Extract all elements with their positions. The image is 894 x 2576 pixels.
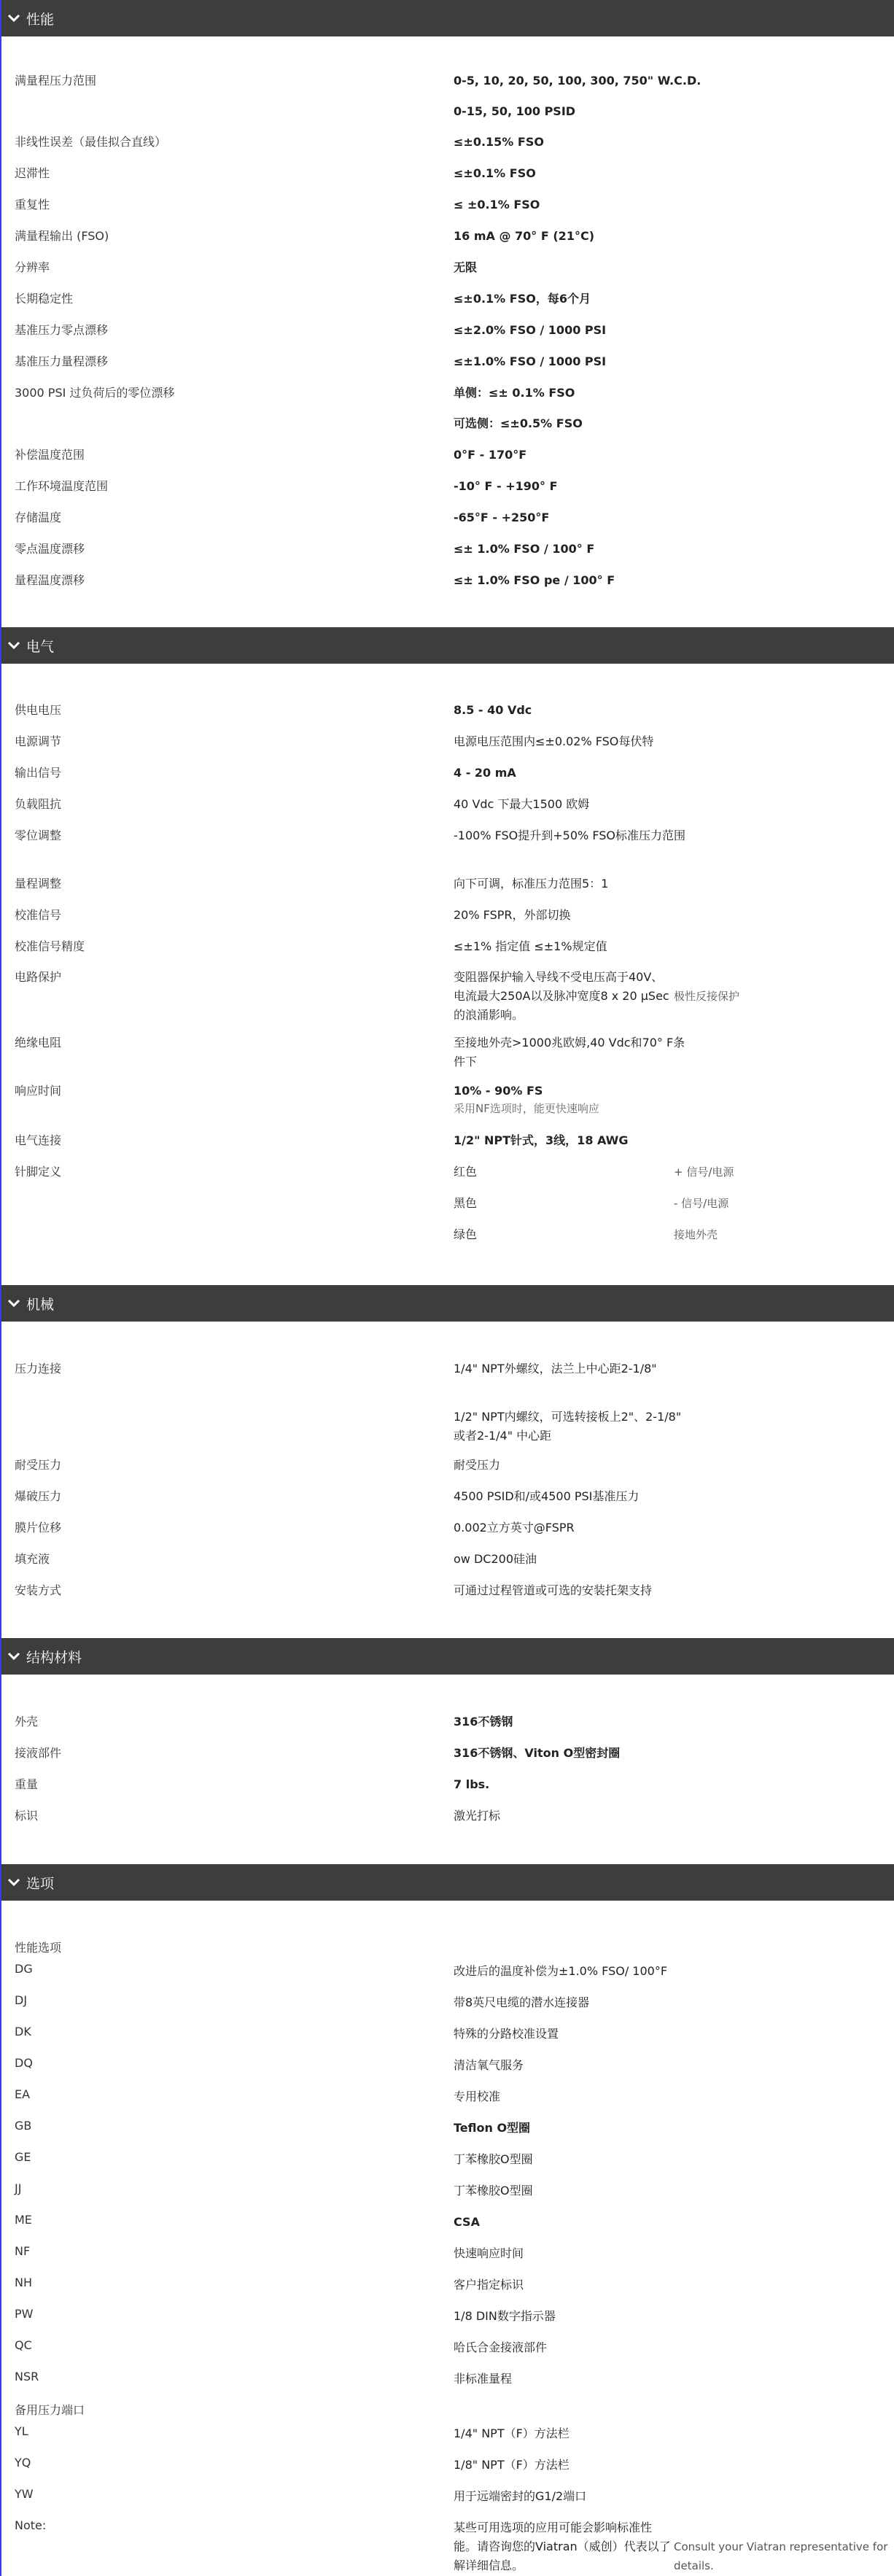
spec-value: 电源电压范围内≤±0.02% FSO每伏特 [454,734,654,748]
spec-label: 零位调整 [15,829,62,842]
spec-value: ≤± 1.0% FSO pe / 100° F [454,573,615,587]
option-desc: 1/4" NPT（F）方法栏 [454,2426,570,2440]
section-title: 机械 [26,1296,55,1313]
wire-function: - 信号/电源 [674,1197,729,1210]
spec-label: 输出信号 [15,766,62,780]
spec-value: 可选侧：≤±0.5% FSO [454,416,583,430]
option-code: ME [15,2213,32,2227]
spec-value: 无限 [454,260,478,274]
wire-function: 接地外壳 [674,1228,718,1241]
spec-label: 非线性误差（最佳拟合直线） [15,135,167,149]
spec-label: 工作环境温度范围 [15,479,109,493]
spec-label: 存储温度 [15,511,62,524]
option-desc: 用于远端密封的G1/2端口 [454,2489,587,2503]
chevron-down-icon [6,1648,22,1664]
option-code: DK [15,2025,31,2038]
section-header-options[interactable] [1,1864,894,1901]
spec-value: 至接地外壳>1000兆欧姆,40 Vdc和70° F条件下 [454,1036,685,1068]
spec-label: 迟滞性 [15,166,50,180]
option-code: NF [15,2244,31,2258]
spec-value: ≤±2.0% FSO / 1000 PSI [454,323,607,337]
spec-label: 量程温度漂移 [15,573,85,587]
spec-value: 20% FSPR，外部切换 [454,908,571,922]
spec-value: 0°F - 170°F [454,448,527,462]
option-desc: 哈氏合金接液部件 [454,2340,548,2354]
spec-value: 0-15, 50, 100 PSID [454,104,576,118]
spec-value: ≤±0.1% FSO，每6个月 [454,292,591,306]
spec-value: 40 Vdc 下最大1500 欧姆 [454,797,590,811]
spec-label: 膜片位移 [15,1521,62,1535]
wire-color: 红色 [454,1165,478,1179]
spec-value: -65°F - +250°F [454,511,550,524]
option-code: GB [15,2119,32,2133]
option-code: YL [15,2424,28,2438]
spec-label: 电气连接 [15,1133,62,1147]
spec-value: 316不锈钢、Viton O型密封圈 [454,1746,621,1760]
section-title: 电气 [26,638,55,655]
spec-label: 零点温度漂移 [15,542,85,556]
spec-value: 4500 PSID和/或4500 PSI基准压力 [454,1489,640,1503]
spec-label: 耐受压力 [15,1458,62,1472]
option-code: NSR [15,2370,39,2383]
note-label: Note: [15,2518,47,2532]
spec-value: 10% - 90% FS [454,1084,543,1098]
option-desc: 带8英尺电缆的潜水连接器 [454,1995,590,2009]
spec-label: 安装方式 [15,1583,62,1597]
spec-value: 向下可调，标准压力范围5：1 [454,877,609,891]
spec-label: 量程调整 [15,877,62,891]
option-code: DQ [15,2056,33,2070]
option-desc: 特殊的分路校准设置 [454,2027,559,2041]
section-title: 选项 [26,1875,55,1892]
wire-function: + 信号/电源 [674,1165,734,1179]
spec-label: 满量程输出 (FSO) [15,229,109,243]
chevron-down-icon [6,1295,22,1311]
option-code: DJ [15,1993,28,2007]
spec-label: 长期稳定性 [15,292,74,306]
spec-value: 1/4" NPT外螺纹，法兰上中心距2-1/8" [454,1362,657,1376]
section-header-mechanical[interactable] [1,1285,894,1322]
spec-label: 接液部件 [15,1746,62,1760]
chevron-down-icon [6,637,22,653]
spec-value: 316不锈钢 [454,1715,513,1729]
option-code: JJ [15,2181,22,2195]
spec-value: ≤±0.15% FSO [454,135,544,149]
spec-value: 可通过过程管道或可选的安装托架支持 [454,1583,653,1597]
option-desc: 客户指定标识 [454,2278,524,2292]
spec-note: 采用NF选项时，能更快速响应 [454,1102,599,1115]
subheading: 备用压力端口 [15,2403,85,2417]
spec-label: 电源调节 [15,734,62,748]
spec-label: 供电电压 [15,703,62,717]
spec-label: 压力连接 [15,1362,62,1376]
chevron-down-icon [6,1874,22,1890]
spec-value: 单侧：≤± 0.1% FSO [454,386,575,400]
spec-value: 7 lbs. [454,1777,490,1791]
option-code: DG [15,1962,33,1976]
option-code: PW [15,2307,34,2321]
spec-label: 3000 PSI 过负荷后的零位漂移 [15,386,175,400]
spec-value: ≤± 1.0% FSO / 100° F [454,542,595,556]
option-desc: CSA [454,2215,480,2229]
spec-label: 基准压力零点漂移 [15,323,109,337]
spec-value: ≤ ±0.1% FSO [454,198,540,212]
section-title: 性能 [26,11,55,28]
wire-color: 黑色 [454,1196,478,1210]
note-value: 某些可用选项的应用可能会影响标准性能。请咨询您的Viatran（威创）代表以了解详细信息。 [454,2521,671,2572]
spec-label: 响应时间 [15,1084,62,1098]
option-code: NH [15,2276,32,2289]
spec-label: 针脚定义 [15,1165,62,1179]
option-desc: 丁苯橡胶O型圈 [454,2152,533,2166]
spec-label: 满量程压力范围 [15,74,97,88]
spec-label: 校准信号精度 [15,939,85,953]
spec-label: 电路保护 [15,970,62,984]
spec-value: 0-5, 10, 20, 50, 100, 300, 750" W.C.D. [454,74,701,88]
spec-value: 8.5 - 40 Vdc [454,703,532,717]
section-header-performance[interactable] [1,0,894,36]
option-desc: Teflon O型圈 [454,2121,531,2135]
wire-color: 绿色 [454,1227,478,1241]
section-header-electrical[interactable] [1,627,894,664]
spec-label: 标识 [15,1809,39,1823]
spec-value: 16 mA @ 70° F (21°C) [454,229,594,243]
spec-value: 1/2" NPT针式，3线，18 AWG [454,1133,629,1147]
spec-label: 外壳 [15,1715,39,1729]
spec-label: 绝缘电阻 [15,1036,62,1050]
spec-value: ≤±1.0% FSO / 1000 PSI [454,354,607,368]
section-header-materials[interactable] [1,1638,894,1675]
option-code: EA [15,2087,31,2101]
subheading: 性能选项 [15,1941,62,1955]
option-code: YW [15,2487,34,2501]
spec-aux-note: 极性反接保护 [674,990,740,1003]
spec-value: 1/2" NPT内螺纹，可选转接板上2"、2-1/8" 或者2-1/4" 中心距 [454,1410,682,1443]
note-aux: Consult your Viatran representative for details. [674,2540,888,2572]
option-code: QC [15,2338,32,2352]
spec-value: ≤±1% 指定值 ≤±1%规定值 [454,939,607,953]
spec-label: 填充液 [15,1552,50,1566]
spec-value: -100% FSO提升到+50% FSO标准压力范围 [454,829,686,842]
option-desc: 丁苯橡胶O型圈 [454,2184,533,2197]
spec-label: 分辨率 [15,260,50,274]
option-desc: 专用校准 [454,2090,501,2103]
spec-value: 变阻器保护输入导线不受电压高于40V、电流最大250A以及脉冲宽度8 x 20 μSec的浪涌影响。 [454,970,669,1022]
spec-label: 基准压力量程漂移 [15,354,109,368]
spec-value: 0.002立方英寸@FSPR [454,1521,575,1535]
spec-label: 负载阻抗 [15,797,62,811]
section-title: 结构材料 [26,1649,82,1666]
spec-value: ow DC200硅油 [454,1552,537,1566]
option-code: GE [15,2150,31,2164]
spec-value: ≤±0.1% FSO [454,166,536,180]
spec-value: 耐受压力 [454,1458,501,1472]
option-desc: 1/8 DIN数字指示器 [454,2309,556,2323]
spec-label: 重复性 [15,198,50,212]
spec-value: 4 - 20 mA [454,766,516,780]
option-desc: 清洁氧气服务 [454,2058,524,2072]
option-desc: 非标准量程 [454,2372,513,2386]
chevron-down-icon [6,10,22,26]
option-code: YQ [15,2456,31,2470]
option-desc: 改进后的温度补偿为±1.0% FSO/ 100°F [454,1964,668,1978]
spec-value: 激光打标 [454,1809,501,1823]
option-desc: 快速响应时间 [454,2246,524,2260]
spec-label: 重量 [15,1777,39,1791]
spec-label: 校准信号 [15,908,62,922]
spec-label: 爆破压力 [15,1489,62,1503]
option-desc: 1/8" NPT（F）方法栏 [454,2458,570,2472]
spec-label: 补偿温度范围 [15,448,85,462]
spec-value: -10° F - +190° F [454,479,558,493]
